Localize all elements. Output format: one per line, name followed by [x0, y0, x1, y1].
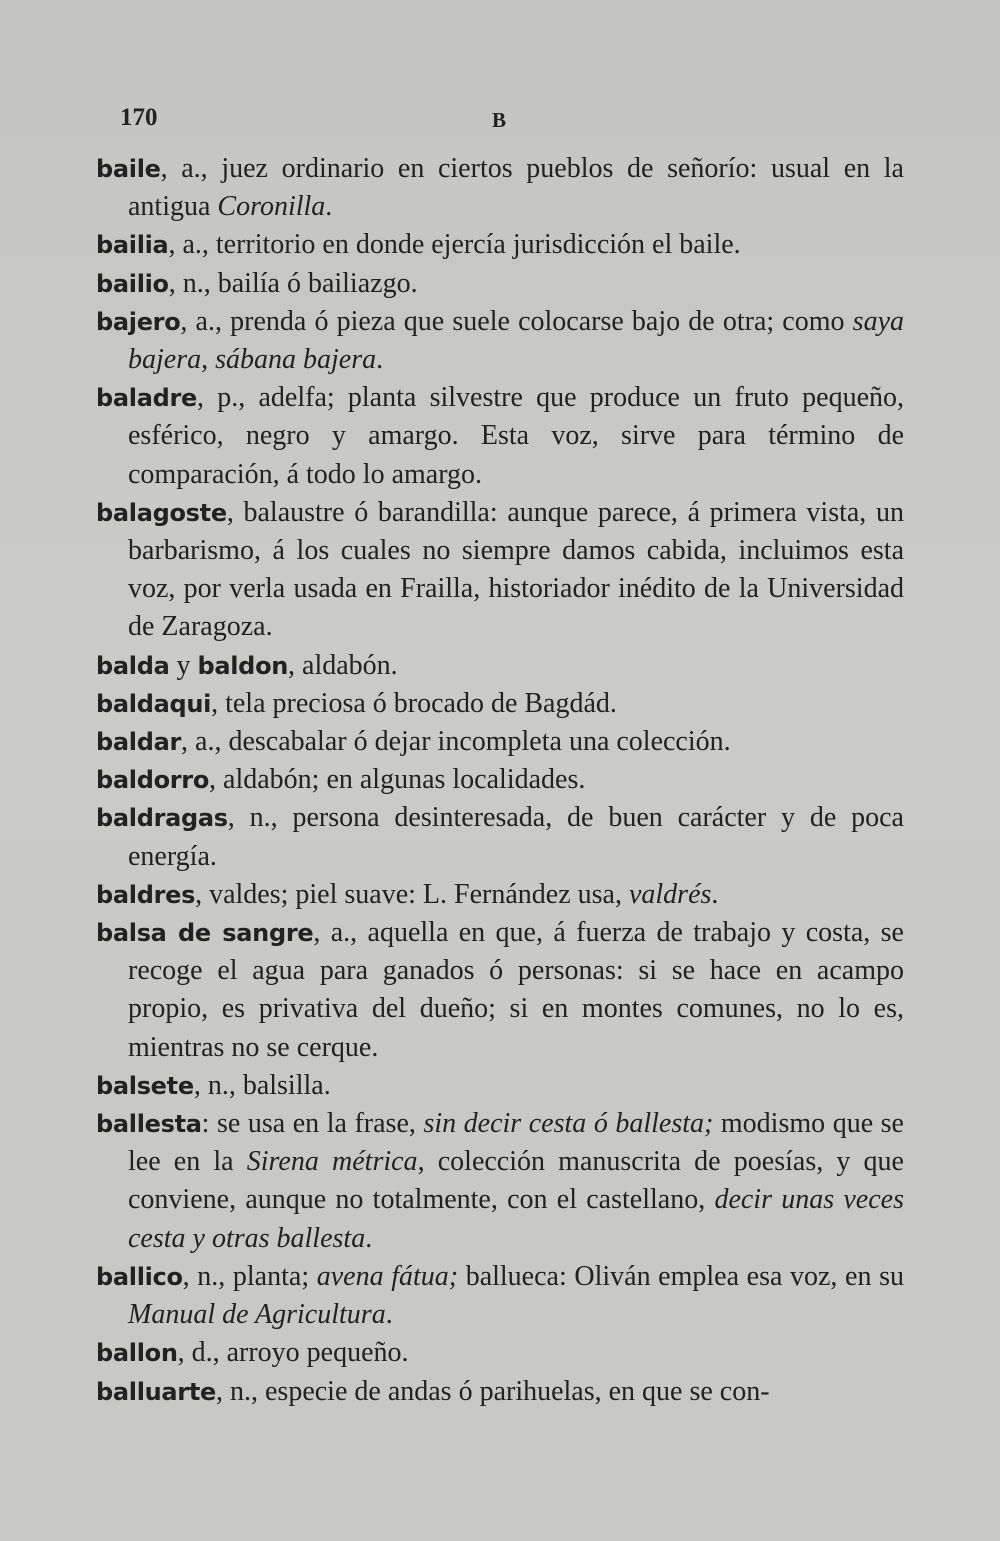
definition-tail: .: [385, 1299, 393, 1331]
dictionary-entry: [96, 723, 904, 761]
definition: , balaustre ó barandilla: aunque parece, á primera vista, un barbarismo, á los cuales no siempre damos cabida, incluimos esta voz, por verla usada en Frailla, historiador inédito de la Universidad de Zaragoza.: [128, 496, 904, 643]
definition: , a., aquella en que, á fuerza de trabajo y costa, se recoge el agua para ganados ó personas: si se hace en acampo propio, es privativa del dueño; si en montes comunes, no lo es, mientras no se cerque.: [128, 917, 904, 1063]
headword: balluarte: [96, 1377, 216, 1406]
dictionary-entry: [96, 914, 904, 1067]
connector: y: [169, 649, 198, 681]
italic-phrase: valdrés: [628, 878, 712, 910]
definition-tail: ballueca: Oliván emplea esa voz, en su: [458, 1260, 904, 1292]
definition-tail: .: [325, 191, 333, 223]
definition: , n., planta;: [182, 1260, 317, 1292]
definition: , d., arroyo pequeño.: [177, 1337, 409, 1369]
page-header: [120, 104, 900, 144]
italic-phrase: sin decir cesta ó ballesta;: [423, 1108, 714, 1140]
headword: ballesta: [96, 1110, 202, 1139]
definition: , n., persona desinteresada, de buen carácter y de poca energía.: [128, 802, 904, 872]
definition-tail: , colección manuscrita de poesías, y que conviene, aunque no totalmente, con el castellano,: [128, 1146, 904, 1216]
definition: , n., balsilla.: [193, 1069, 331, 1101]
headword: ballon: [96, 1339, 178, 1368]
headword: balsa de sangre: [96, 919, 314, 948]
dictionary-entry: [96, 876, 904, 914]
dictionary-entry: [96, 1334, 904, 1372]
italic-phrase: decir unas veces cesta y otras ballesta: [128, 1184, 904, 1254]
definition: , a., descabalar ó dejar incompleta una colección.: [181, 726, 731, 758]
headword: balda: [96, 651, 170, 680]
headword: balagoste: [96, 498, 227, 527]
headword: baldaqui: [96, 689, 212, 718]
italic-phrase: avena fátua;: [316, 1260, 459, 1292]
definition-tail: .: [711, 878, 719, 910]
italic-phrase: Sirena métrica: [246, 1146, 418, 1178]
definition: , aldabón; en algunas localidades.: [209, 764, 586, 796]
dictionary-entry: [96, 761, 904, 799]
dictionary-entry: [96, 379, 904, 494]
headword: baldres: [96, 880, 196, 909]
definition: , n., especie de andas ó parihuelas, en que se con-: [216, 1375, 770, 1407]
headword: baldorro: [96, 766, 210, 795]
page-number: 170: [120, 104, 158, 131]
headword: baile: [96, 155, 161, 183]
definition: , p., adelfa; planta silvestre que produce un fruto pequeño, esférico, negro y amargo. Esta voz, sirve para término de comparación, á todo lo amargo.: [128, 382, 904, 490]
headword: bajero: [96, 307, 181, 336]
headword: bailio: [96, 269, 169, 298]
dictionary-entry: [96, 1258, 904, 1334]
italic-phrase: saya bajera, sábana bajera: [128, 305, 904, 376]
dictionary-entry: [96, 226, 904, 264]
headword: baldragas: [96, 804, 228, 833]
definition-tail: .: [365, 1222, 373, 1254]
dictionary-entry: [96, 647, 904, 685]
dictionary-entry: [96, 265, 904, 303]
definition: , aldabón.: [288, 649, 398, 681]
definition: , tela preciosa ó brocado de Bagdád.: [211, 687, 617, 719]
definition: , a., territorio en donde ejercía jurisdicción el baile.: [168, 229, 741, 261]
dictionary-entry: [96, 303, 904, 379]
definition: : se usa en la frase,: [201, 1108, 424, 1140]
section-letter: B: [492, 108, 507, 132]
headword: ballico: [96, 1262, 183, 1291]
dictionary-entry: [96, 1373, 904, 1411]
italic-phrase: Coronilla: [217, 191, 326, 223]
definition-tail: .: [376, 344, 384, 376]
definition: , a., juez ordinario en ciertos pueblos de señorío: usual en la antigua: [128, 153, 904, 223]
definition: , a., prenda ó pieza que suele colocarse bajo de otra; como: [180, 305, 853, 337]
dictionary-entry: [96, 1105, 904, 1258]
dictionary-entry: [96, 1067, 904, 1105]
headword: bailia: [96, 231, 169, 260]
definition: , valdes; piel suave: L. Fernández usa,: [195, 878, 629, 910]
dictionary-entry: [96, 685, 904, 723]
italic-phrase: Manual de Agricultura: [128, 1299, 386, 1331]
headword: balsete: [96, 1071, 194, 1100]
headword: baladre: [96, 384, 197, 413]
definition-tail: modismo que se lee en la: [128, 1108, 904, 1178]
definition: , n., bailía ó bailiazgo.: [168, 267, 418, 299]
dictionary-entry: [96, 150, 904, 226]
headword: baldar: [96, 728, 182, 757]
dictionary-entry: [96, 494, 904, 647]
headword-variant: baldon: [197, 651, 289, 680]
entry-list: [96, 150, 904, 1411]
dictionary-entry: [96, 799, 904, 875]
